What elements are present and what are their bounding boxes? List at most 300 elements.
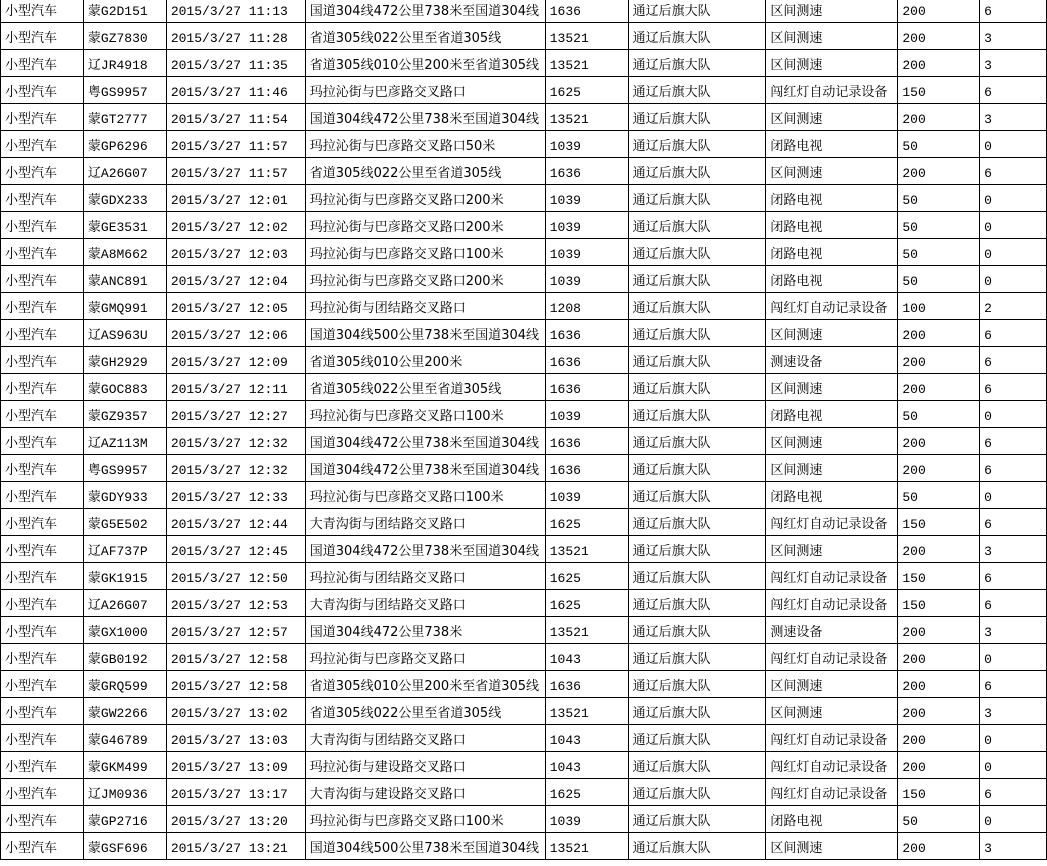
- datetime-cell[interactable]: 2015/3/27 12:53: [166, 590, 305, 617]
- unit-cell[interactable]: 通辽后旗大队: [628, 644, 766, 671]
- fine-cell[interactable]: 200: [898, 50, 980, 77]
- plate-number-cell[interactable]: 蒙GP2716: [83, 806, 166, 833]
- vehicle-type-cell[interactable]: 小型汽车: [1, 185, 84, 212]
- points-cell[interactable]: 2: [980, 293, 1047, 320]
- points-cell[interactable]: 0: [980, 806, 1047, 833]
- plate-number-cell[interactable]: 蒙GRQ599: [83, 671, 166, 698]
- code-cell[interactable]: 13521: [545, 536, 628, 563]
- device-cell[interactable]: 测速设备: [766, 617, 898, 644]
- plate-number-cell[interactable]: 粤GS9957: [83, 77, 166, 104]
- device-cell[interactable]: 区间测速: [766, 158, 898, 185]
- points-cell[interactable]: 6: [980, 779, 1047, 806]
- location-cell[interactable]: 玛拉沁街与巴彦路交叉路口100米: [305, 806, 545, 833]
- table-row[interactable]: [1, 644, 1047, 671]
- device-cell[interactable]: 区间测速: [766, 320, 898, 347]
- location-cell[interactable]: 国道304线472公里738米至国道304线: [305, 104, 545, 131]
- fine-cell[interactable]: 200: [898, 158, 980, 185]
- unit-cell[interactable]: 通辽后旗大队: [628, 374, 766, 401]
- table-row[interactable]: [1, 77, 1047, 104]
- plate-number-cell[interactable]: 蒙G2D151: [83, 0, 166, 23]
- unit-cell[interactable]: 通辽后旗大队: [628, 779, 766, 806]
- code-cell[interactable]: 13521: [545, 23, 628, 50]
- fine-cell[interactable]: 150: [898, 590, 980, 617]
- code-cell[interactable]: 1636: [545, 0, 628, 23]
- location-cell[interactable]: 玛拉沁街与巴彦路交叉路口50米: [305, 131, 545, 158]
- plate-number-cell[interactable]: 辽AZ113M: [83, 428, 166, 455]
- unit-cell[interactable]: 通辽后旗大队: [628, 563, 766, 590]
- vehicle-type-cell[interactable]: 小型汽车: [1, 806, 84, 833]
- points-cell[interactable]: 6: [980, 77, 1047, 104]
- plate-number-cell[interactable]: 蒙G46789: [83, 725, 166, 752]
- points-cell[interactable]: 0: [980, 725, 1047, 752]
- location-cell[interactable]: 国道304线472公里738米: [305, 617, 545, 644]
- code-cell[interactable]: 1039: [545, 239, 628, 266]
- device-cell[interactable]: 区间测速: [766, 671, 898, 698]
- plate-number-cell[interactable]: 蒙GDY933: [83, 482, 166, 509]
- plate-number-cell[interactable]: 蒙GK1915: [83, 563, 166, 590]
- vehicle-type-cell[interactable]: 小型汽车: [1, 482, 84, 509]
- datetime-cell[interactable]: 2015/3/27 12:50: [166, 563, 305, 590]
- fine-cell[interactable]: 50: [898, 185, 980, 212]
- datetime-cell[interactable]: 2015/3/27 13:17: [166, 779, 305, 806]
- vehicle-type-cell[interactable]: 小型汽车: [1, 50, 84, 77]
- unit-cell[interactable]: 通辽后旗大队: [628, 617, 766, 644]
- code-cell[interactable]: 13521: [545, 698, 628, 725]
- code-cell[interactable]: 1039: [545, 482, 628, 509]
- plate-number-cell[interactable]: 蒙GDX233: [83, 185, 166, 212]
- unit-cell[interactable]: 通辽后旗大队: [628, 698, 766, 725]
- datetime-cell[interactable]: 2015/3/27 12:03: [166, 239, 305, 266]
- vehicle-type-cell[interactable]: 小型汽车: [1, 320, 84, 347]
- datetime-cell[interactable]: 2015/3/27 12:06: [166, 320, 305, 347]
- points-cell[interactable]: 6: [980, 509, 1047, 536]
- fine-cell[interactable]: 50: [898, 806, 980, 833]
- fine-cell[interactable]: 200: [898, 698, 980, 725]
- device-cell[interactable]: 闯红灯自动记录设备: [766, 293, 898, 320]
- table-row[interactable]: [1, 266, 1047, 293]
- points-cell[interactable]: 6: [980, 428, 1047, 455]
- datetime-cell[interactable]: 2015/3/27 12:09: [166, 347, 305, 374]
- device-cell[interactable]: 闭路电视: [766, 482, 898, 509]
- location-cell[interactable]: 玛拉沁街与巴彦路交叉路口200米: [305, 212, 545, 239]
- location-cell[interactable]: 省道305线022公里至省道305线: [305, 698, 545, 725]
- table-row[interactable]: [1, 293, 1047, 320]
- plate-number-cell[interactable]: 辽A26G07: [83, 158, 166, 185]
- points-cell[interactable]: 6: [980, 374, 1047, 401]
- plate-number-cell[interactable]: 辽JM0936: [83, 779, 166, 806]
- fine-cell[interactable]: 150: [898, 509, 980, 536]
- datetime-cell[interactable]: 2015/3/27 12:11: [166, 374, 305, 401]
- code-cell[interactable]: 1039: [545, 266, 628, 293]
- vehicle-type-cell[interactable]: 小型汽车: [1, 428, 84, 455]
- points-cell[interactable]: 0: [980, 212, 1047, 239]
- table-row[interactable]: [1, 779, 1047, 806]
- plate-number-cell[interactable]: 蒙GSF696: [83, 833, 166, 860]
- device-cell[interactable]: 闯红灯自动记录设备: [766, 779, 898, 806]
- plate-number-cell[interactable]: 蒙GMQ991: [83, 293, 166, 320]
- datetime-cell[interactable]: 2015/3/27 12:32: [166, 455, 305, 482]
- location-cell[interactable]: 玛拉沁街与巴彦路交叉路口: [305, 644, 545, 671]
- code-cell[interactable]: 1636: [545, 455, 628, 482]
- table-row[interactable]: [1, 347, 1047, 374]
- location-cell[interactable]: 国道304线472公里738米至国道304线: [305, 0, 545, 23]
- datetime-cell[interactable]: 2015/3/27 12:32: [166, 428, 305, 455]
- vehicle-type-cell[interactable]: 小型汽车: [1, 455, 84, 482]
- location-cell[interactable]: 省道305线022公里至省道305线: [305, 374, 545, 401]
- datetime-cell[interactable]: 2015/3/27 11:57: [166, 158, 305, 185]
- fine-cell[interactable]: 150: [898, 77, 980, 104]
- location-cell[interactable]: 省道305线010公里200米至省道305线: [305, 50, 545, 77]
- table-row[interactable]: [1, 50, 1047, 77]
- points-cell[interactable]: 6: [980, 0, 1047, 23]
- code-cell[interactable]: 1043: [545, 725, 628, 752]
- unit-cell[interactable]: 通辽后旗大队: [628, 131, 766, 158]
- unit-cell[interactable]: 通辽后旗大队: [628, 50, 766, 77]
- plate-number-cell[interactable]: 蒙GP6296: [83, 131, 166, 158]
- table-row[interactable]: [1, 509, 1047, 536]
- datetime-cell[interactable]: 2015/3/27 12:02: [166, 212, 305, 239]
- table-row[interactable]: [1, 482, 1047, 509]
- code-cell[interactable]: 13521: [545, 104, 628, 131]
- location-cell[interactable]: 玛拉沁街与巴彦路交叉路口200米: [305, 185, 545, 212]
- device-cell[interactable]: 闯红灯自动记录设备: [766, 77, 898, 104]
- vehicle-type-cell[interactable]: 小型汽车: [1, 752, 84, 779]
- vehicle-type-cell[interactable]: 小型汽车: [1, 779, 84, 806]
- table-row[interactable]: [1, 833, 1047, 860]
- fine-cell[interactable]: 150: [898, 779, 980, 806]
- table-row[interactable]: [1, 104, 1047, 131]
- table-row[interactable]: [1, 617, 1047, 644]
- unit-cell[interactable]: 通辽后旗大队: [628, 509, 766, 536]
- unit-cell[interactable]: 通辽后旗大队: [628, 293, 766, 320]
- unit-cell[interactable]: 通辽后旗大队: [628, 806, 766, 833]
- code-cell[interactable]: 1208: [545, 293, 628, 320]
- device-cell[interactable]: 闯红灯自动记录设备: [766, 590, 898, 617]
- vehicle-type-cell[interactable]: 小型汽车: [1, 725, 84, 752]
- location-cell[interactable]: 玛拉沁街与巴彦路交叉路口100米: [305, 401, 545, 428]
- unit-cell[interactable]: 通辽后旗大队: [628, 0, 766, 23]
- datetime-cell[interactable]: 2015/3/27 12:04: [166, 266, 305, 293]
- fine-cell[interactable]: 200: [898, 644, 980, 671]
- vehicle-type-cell[interactable]: 小型汽车: [1, 104, 84, 131]
- datetime-cell[interactable]: 2015/3/27 12:33: [166, 482, 305, 509]
- location-cell[interactable]: 玛拉沁街与巴彦路交叉路口100米: [305, 239, 545, 266]
- points-cell[interactable]: 6: [980, 590, 1047, 617]
- unit-cell[interactable]: 通辽后旗大队: [628, 401, 766, 428]
- location-cell[interactable]: 玛拉沁街与建设路交叉路口: [305, 752, 545, 779]
- device-cell[interactable]: 区间测速: [766, 374, 898, 401]
- points-cell[interactable]: 6: [980, 671, 1047, 698]
- fine-cell[interactable]: 50: [898, 239, 980, 266]
- table-row[interactable]: [1, 23, 1047, 50]
- unit-cell[interactable]: 通辽后旗大队: [628, 833, 766, 860]
- code-cell[interactable]: 13521: [545, 50, 628, 77]
- unit-cell[interactable]: 通辽后旗大队: [628, 320, 766, 347]
- plate-number-cell[interactable]: 蒙GX1000: [83, 617, 166, 644]
- unit-cell[interactable]: 通辽后旗大队: [628, 185, 766, 212]
- points-cell[interactable]: 0: [980, 752, 1047, 779]
- device-cell[interactable]: 闭路电视: [766, 212, 898, 239]
- table-row[interactable]: [1, 131, 1047, 158]
- plate-number-cell[interactable]: 辽AS963U: [83, 320, 166, 347]
- table-row[interactable]: [1, 185, 1047, 212]
- unit-cell[interactable]: 通辽后旗大队: [628, 455, 766, 482]
- code-cell[interactable]: 1636: [545, 347, 628, 374]
- unit-cell[interactable]: 通辽后旗大队: [628, 671, 766, 698]
- vehicle-type-cell[interactable]: 小型汽车: [1, 23, 84, 50]
- table-row[interactable]: [1, 374, 1047, 401]
- location-cell[interactable]: 大青沟街与团结路交叉路口: [305, 509, 545, 536]
- datetime-cell[interactable]: 2015/3/27 12:44: [166, 509, 305, 536]
- location-cell[interactable]: 省道305线010公里200米: [305, 347, 545, 374]
- plate-number-cell[interactable]: 蒙A8M662: [83, 239, 166, 266]
- points-cell[interactable]: 3: [980, 617, 1047, 644]
- plate-number-cell[interactable]: 蒙ANC891: [83, 266, 166, 293]
- points-cell[interactable]: 0: [980, 239, 1047, 266]
- datetime-cell[interactable]: 2015/3/27 11:57: [166, 131, 305, 158]
- location-cell[interactable]: 国道304线500公里738米至国道304线: [305, 833, 545, 860]
- table-row[interactable]: [1, 725, 1047, 752]
- datetime-cell[interactable]: 2015/3/27 12:45: [166, 536, 305, 563]
- device-cell[interactable]: 区间测速: [766, 50, 898, 77]
- location-cell[interactable]: 省道305线010公里200米至省道305线: [305, 671, 545, 698]
- table-row[interactable]: [1, 563, 1047, 590]
- fine-cell[interactable]: 50: [898, 131, 980, 158]
- vehicle-type-cell[interactable]: 小型汽车: [1, 671, 84, 698]
- datetime-cell[interactable]: 2015/3/27 13:20: [166, 806, 305, 833]
- device-cell[interactable]: 闯红灯自动记录设备: [766, 563, 898, 590]
- unit-cell[interactable]: 通辽后旗大队: [628, 158, 766, 185]
- table-row[interactable]: [1, 698, 1047, 725]
- unit-cell[interactable]: 通辽后旗大队: [628, 347, 766, 374]
- code-cell[interactable]: 1625: [545, 779, 628, 806]
- table-row[interactable]: [1, 536, 1047, 563]
- fine-cell[interactable]: 200: [898, 617, 980, 644]
- fine-cell[interactable]: 200: [898, 374, 980, 401]
- fine-cell[interactable]: 200: [898, 833, 980, 860]
- unit-cell[interactable]: 通辽后旗大队: [628, 536, 766, 563]
- device-cell[interactable]: 闭路电视: [766, 239, 898, 266]
- vehicle-type-cell[interactable]: 小型汽车: [1, 158, 84, 185]
- code-cell[interactable]: 1039: [545, 185, 628, 212]
- code-cell[interactable]: 1636: [545, 671, 628, 698]
- table-row[interactable]: [1, 752, 1047, 779]
- plate-number-cell[interactable]: 蒙G5E502: [83, 509, 166, 536]
- datetime-cell[interactable]: 2015/3/27 11:54: [166, 104, 305, 131]
- code-cell[interactable]: 1636: [545, 428, 628, 455]
- points-cell[interactable]: 3: [980, 833, 1047, 860]
- datetime-cell[interactable]: 2015/3/27 12:27: [166, 401, 305, 428]
- unit-cell[interactable]: 通辽后旗大队: [628, 104, 766, 131]
- code-cell[interactable]: 1039: [545, 806, 628, 833]
- vehicle-type-cell[interactable]: 小型汽车: [1, 374, 84, 401]
- datetime-cell[interactable]: 2015/3/27 11:28: [166, 23, 305, 50]
- table-row[interactable]: [1, 239, 1047, 266]
- vehicle-type-cell[interactable]: 小型汽车: [1, 644, 84, 671]
- code-cell[interactable]: 1636: [545, 320, 628, 347]
- vehicle-type-cell[interactable]: 小型汽车: [1, 833, 84, 860]
- points-cell[interactable]: 0: [980, 482, 1047, 509]
- plate-number-cell[interactable]: 蒙GB0192: [83, 644, 166, 671]
- device-cell[interactable]: 区间测速: [766, 0, 898, 23]
- fine-cell[interactable]: 200: [898, 104, 980, 131]
- vehicle-type-cell[interactable]: 小型汽车: [1, 266, 84, 293]
- plate-number-cell[interactable]: 辽A26G07: [83, 590, 166, 617]
- fine-cell[interactable]: 200: [898, 536, 980, 563]
- plate-number-cell[interactable]: 蒙GW2266: [83, 698, 166, 725]
- device-cell[interactable]: 区间测速: [766, 455, 898, 482]
- datetime-cell[interactable]: 2015/3/27 12:57: [166, 617, 305, 644]
- points-cell[interactable]: 3: [980, 536, 1047, 563]
- vehicle-type-cell[interactable]: 小型汽车: [1, 401, 84, 428]
- plate-number-cell[interactable]: 蒙GH2929: [83, 347, 166, 374]
- plate-number-cell[interactable]: 蒙GZ7830: [83, 23, 166, 50]
- unit-cell[interactable]: 通辽后旗大队: [628, 266, 766, 293]
- fine-cell[interactable]: 200: [898, 428, 980, 455]
- datetime-cell[interactable]: 2015/3/27 11:35: [166, 50, 305, 77]
- fine-cell[interactable]: 50: [898, 266, 980, 293]
- vehicle-type-cell[interactable]: 小型汽车: [1, 131, 84, 158]
- code-cell[interactable]: 13521: [545, 617, 628, 644]
- device-cell[interactable]: 闯红灯自动记录设备: [766, 644, 898, 671]
- code-cell[interactable]: 1625: [545, 509, 628, 536]
- location-cell[interactable]: 大青沟街与团结路交叉路口: [305, 590, 545, 617]
- table-row[interactable]: [1, 0, 1047, 23]
- code-cell[interactable]: 1636: [545, 374, 628, 401]
- datetime-cell[interactable]: 2015/3/27 13:03: [166, 725, 305, 752]
- plate-number-cell[interactable]: 辽AF737P: [83, 536, 166, 563]
- table-row[interactable]: [1, 428, 1047, 455]
- device-cell[interactable]: 测速设备: [766, 347, 898, 374]
- vehicle-type-cell[interactable]: 小型汽车: [1, 509, 84, 536]
- points-cell[interactable]: 0: [980, 131, 1047, 158]
- fine-cell[interactable]: 50: [898, 212, 980, 239]
- vehicle-type-cell[interactable]: 小型汽车: [1, 293, 84, 320]
- location-cell[interactable]: 玛拉沁街与团结路交叉路口: [305, 293, 545, 320]
- vehicle-type-cell[interactable]: 小型汽车: [1, 590, 84, 617]
- location-cell[interactable]: 大青沟街与团结路交叉路口: [305, 725, 545, 752]
- code-cell[interactable]: 1039: [545, 212, 628, 239]
- plate-number-cell[interactable]: 蒙GE3531: [83, 212, 166, 239]
- device-cell[interactable]: 区间测速: [766, 428, 898, 455]
- fine-cell[interactable]: 200: [898, 320, 980, 347]
- code-cell[interactable]: 13521: [545, 833, 628, 860]
- points-cell[interactable]: 6: [980, 563, 1047, 590]
- device-cell[interactable]: 区间测速: [766, 23, 898, 50]
- plate-number-cell[interactable]: 蒙GT2777: [83, 104, 166, 131]
- table-row[interactable]: [1, 455, 1047, 482]
- unit-cell[interactable]: 通辽后旗大队: [628, 725, 766, 752]
- datetime-cell[interactable]: 2015/3/27 13:02: [166, 698, 305, 725]
- location-cell[interactable]: 省道305线022公里至省道305线: [305, 158, 545, 185]
- points-cell[interactable]: 3: [980, 23, 1047, 50]
- code-cell[interactable]: 1636: [545, 158, 628, 185]
- fine-cell[interactable]: 150: [898, 563, 980, 590]
- location-cell[interactable]: 国道304线472公里738米至国道304线: [305, 536, 545, 563]
- device-cell[interactable]: 区间测速: [766, 698, 898, 725]
- unit-cell[interactable]: 通辽后旗大队: [628, 239, 766, 266]
- table-row[interactable]: [1, 212, 1047, 239]
- fine-cell[interactable]: 200: [898, 752, 980, 779]
- device-cell[interactable]: 区间测速: [766, 104, 898, 131]
- code-cell[interactable]: 1043: [545, 644, 628, 671]
- device-cell[interactable]: 闭路电视: [766, 131, 898, 158]
- datetime-cell[interactable]: 2015/3/27 11:13: [166, 0, 305, 23]
- location-cell[interactable]: 国道304线472公里738米至国道304线: [305, 455, 545, 482]
- code-cell[interactable]: 1039: [545, 131, 628, 158]
- datetime-cell[interactable]: 2015/3/27 12:01: [166, 185, 305, 212]
- fine-cell[interactable]: 100: [898, 293, 980, 320]
- datetime-cell[interactable]: 2015/3/27 11:46: [166, 77, 305, 104]
- plate-number-cell[interactable]: 粤GS9957: [83, 455, 166, 482]
- fine-cell[interactable]: 50: [898, 482, 980, 509]
- device-cell[interactable]: 闯红灯自动记录设备: [766, 725, 898, 752]
- device-cell[interactable]: 区间测速: [766, 536, 898, 563]
- unit-cell[interactable]: 通辽后旗大队: [628, 23, 766, 50]
- code-cell[interactable]: 1043: [545, 752, 628, 779]
- table-row[interactable]: [1, 158, 1047, 185]
- device-cell[interactable]: 闭路电视: [766, 806, 898, 833]
- fine-cell[interactable]: 200: [898, 455, 980, 482]
- vehicle-type-cell[interactable]: 小型汽车: [1, 536, 84, 563]
- points-cell[interactable]: 3: [980, 698, 1047, 725]
- unit-cell[interactable]: 通辽后旗大队: [628, 482, 766, 509]
- vehicle-type-cell[interactable]: 小型汽车: [1, 563, 84, 590]
- datetime-cell[interactable]: 2015/3/27 13:09: [166, 752, 305, 779]
- table-row[interactable]: [1, 590, 1047, 617]
- device-cell[interactable]: 闭路电视: [766, 185, 898, 212]
- plate-number-cell[interactable]: 辽JR4918: [83, 50, 166, 77]
- vehicle-type-cell[interactable]: 小型汽车: [1, 347, 84, 374]
- fine-cell[interactable]: 200: [898, 347, 980, 374]
- code-cell[interactable]: 1625: [545, 590, 628, 617]
- code-cell[interactable]: 1039: [545, 401, 628, 428]
- fine-cell[interactable]: 200: [898, 725, 980, 752]
- points-cell[interactable]: 3: [980, 50, 1047, 77]
- unit-cell[interactable]: 通辽后旗大队: [628, 752, 766, 779]
- table-row[interactable]: [1, 320, 1047, 347]
- device-cell[interactable]: 闭路电视: [766, 266, 898, 293]
- location-cell[interactable]: 省道305线022公里至省道305线: [305, 23, 545, 50]
- vehicle-type-cell[interactable]: 小型汽车: [1, 617, 84, 644]
- vehicle-type-cell[interactable]: 小型汽车: [1, 0, 84, 23]
- unit-cell[interactable]: 通辽后旗大队: [628, 428, 766, 455]
- fine-cell[interactable]: 50: [898, 401, 980, 428]
- device-cell[interactable]: 闭路电视: [766, 401, 898, 428]
- fine-cell[interactable]: 200: [898, 671, 980, 698]
- location-cell[interactable]: 国道304线500公里738米至国道304线: [305, 320, 545, 347]
- device-cell[interactable]: 闯红灯自动记录设备: [766, 509, 898, 536]
- vehicle-type-cell[interactable]: 小型汽车: [1, 239, 84, 266]
- location-cell[interactable]: 玛拉沁街与团结路交叉路口: [305, 563, 545, 590]
- points-cell[interactable]: 6: [980, 320, 1047, 347]
- vehicle-type-cell[interactable]: 小型汽车: [1, 212, 84, 239]
- code-cell[interactable]: 1625: [545, 563, 628, 590]
- location-cell[interactable]: 玛拉沁街与巴彦路交叉路口100米: [305, 482, 545, 509]
- table-row[interactable]: [1, 806, 1047, 833]
- device-cell[interactable]: 闯红灯自动记录设备: [766, 752, 898, 779]
- unit-cell[interactable]: 通辽后旗大队: [628, 590, 766, 617]
- points-cell[interactable]: 0: [980, 644, 1047, 671]
- vehicle-type-cell[interactable]: 小型汽车: [1, 698, 84, 725]
- plate-number-cell[interactable]: 蒙GZ9357: [83, 401, 166, 428]
- fine-cell[interactable]: 200: [898, 23, 980, 50]
- points-cell[interactable]: 6: [980, 455, 1047, 482]
- points-cell[interactable]: 6: [980, 347, 1047, 374]
- location-cell[interactable]: 玛拉沁街与巴彦路交叉路口: [305, 77, 545, 104]
- points-cell[interactable]: 0: [980, 185, 1047, 212]
- location-cell[interactable]: 玛拉沁街与巴彦路交叉路口200米: [305, 266, 545, 293]
